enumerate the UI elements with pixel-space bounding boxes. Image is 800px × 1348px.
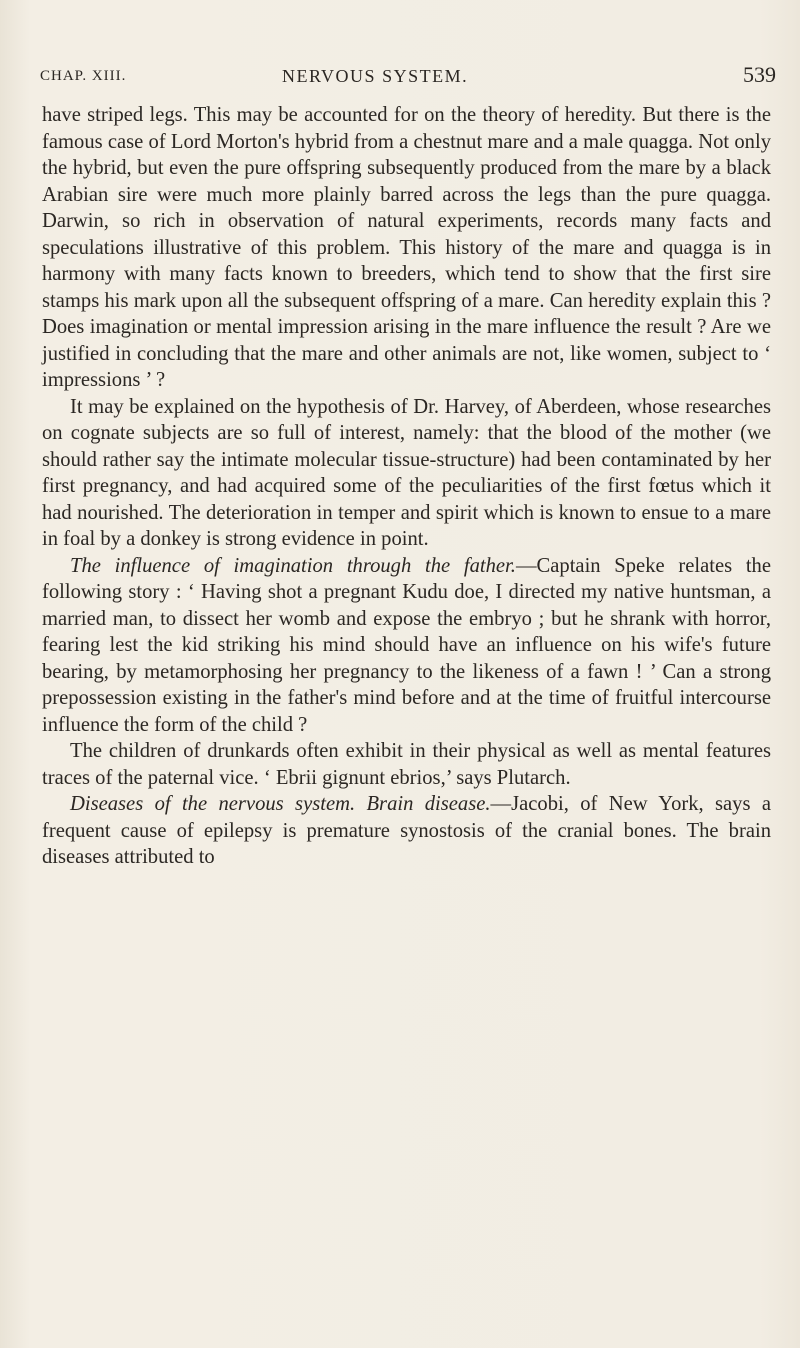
- paragraph: [42, 394, 771, 553]
- paragraph-text: have striped legs. This may be accounted for on the theory of heredity. But there is the famous case of Lord Morton's hybrid from a chestnut mare and a male quagga. Not only the hybrid, but even the pure offspring subsequently produced from the mare by a black Arabian sire were much more plainly barred across the legs than the pure quagga. Darwin, so rich in observation of natural experiments, records many facts and speculations illustrative of this problem. This history of the mare and quagga is in harmony with many facts known to breeders, which tend to show that the first sire stamps his mark upon all the subsequent offspring of a mare. Can heredity explain this ? Does imagination or mental impression arising in the mare influence the result ? Are we justified in concluding that the mare and other animals are not, like women, subject to ‘ impressions ’ ?: [42, 104, 771, 391]
- page-number: 539: [743, 62, 776, 87]
- paragraph-text: —Captain Speke relates the following story : ‘ Having shot a pregnant Kudu doe, I directed my native huntsman, a married man, to dissect her womb and expose the embryo ; but he shrank with horror, fearing lest the kid striking his mind should have an influence on his wife's future bearing, by metamorphosing her pregnancy to the likeness of a fawn ! ’ Can a strong prepossession existing in the father's mind before and at the time of fruitful intercourse influence the form of the child ?: [42, 554, 771, 736]
- paragraph-text: —Jacobi, of New York, says a frequent cause of epilepsy is premature synostosis of the cranial bones. The brain diseases attributed to: [42, 793, 772, 868]
- page-body: [42, 102, 771, 871]
- page-header: [40, 62, 776, 92]
- paragraph: [42, 791, 771, 871]
- section-heading: The influence of imagination through the father.: [70, 554, 516, 577]
- paragraph: [42, 102, 771, 394]
- section-heading: Diseases of the nervous system. Brain disease.: [70, 793, 491, 815]
- paragraph: [42, 553, 771, 739]
- paragraph-text: The children of drunkards often exhibit in their physical as well as mental features traces of the paternal vice. ‘ Ebrii gignunt ebrios,’ says Plutarch.: [42, 740, 771, 789]
- paragraph: [42, 738, 771, 791]
- paragraph-text: It may be explained on the hypothesis of Dr. Harvey, of Aberdeen, whose researches on cognate subjects are so full of interest, namely: that the blood of the mother (we should rather say the intimate molecular tissue-structure) had been contaminated by her first pregnancy, and had acquired some of the peculiarities of the first fœtus which it had nourished. The deterioration in temper and spirit which is known to ensue to a mare in foal by a donkey is strong evidence in point.: [42, 395, 771, 550]
- running-title: NERVOUS SYSTEM.: [282, 66, 469, 86]
- chapter-label: CHAP. XIII.: [40, 68, 127, 84]
